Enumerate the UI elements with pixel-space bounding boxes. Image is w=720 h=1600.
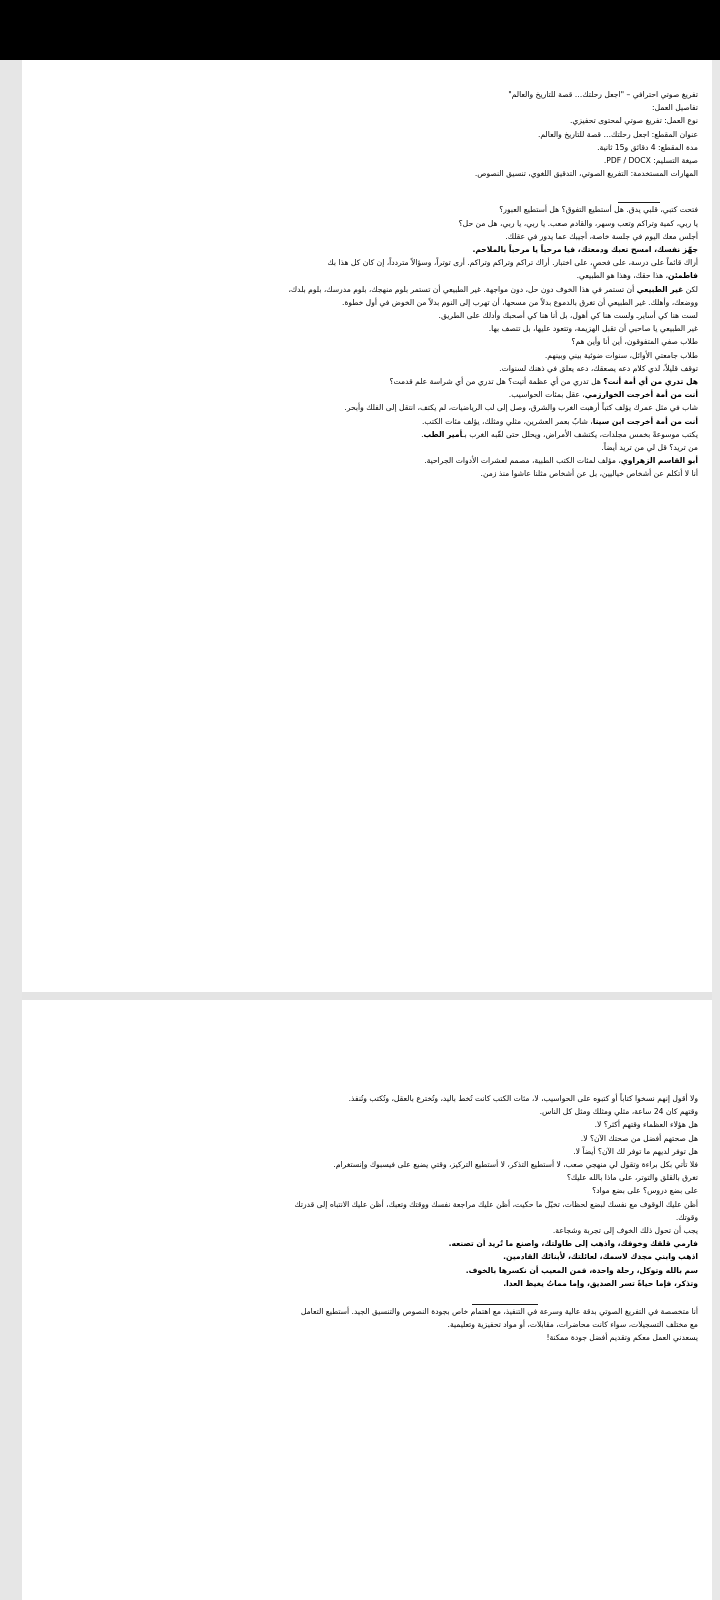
detail-skills: المهارات المستخدمة: التفريغ الصوتي، التدقيق اللغوي، تنسيق النصوص. [474, 169, 698, 179]
detail-delivery-format: صيغة التسليم: PDF / DOCX. [603, 156, 698, 166]
p2-body-line-5b: وقوتك. [675, 1212, 698, 1222]
closing-line-3: يسعدني العمل معكم وتقديم أفضل جودة ممكنة! [546, 1333, 698, 1343]
status-bar [0, 0, 720, 60]
body-line-12b: أنا لا أتكلم عن أشخاص خياليين، بل عن أشخاص مثلنا عاشوا منذ زمن. [480, 469, 698, 479]
right-gutter[interactable] [712, 60, 720, 1600]
body-line-10a: أنت من أمة أخرجت ابن سينا، شابٌ بعمر العشرين، مثلي ومثلك، يؤلف مئات الكتب. [421, 416, 698, 426]
body-line-6c: طلاب جامعتي الأوائل، سنوات ضوئية بيني وبينهم. [544, 350, 698, 360]
p2-body-line-3b: تغرق بالقلق والتوتر، على ماذا بالله عليك؟ [566, 1173, 698, 1183]
body-line-11: من تريد؟ قل لي من تريد أيضاً. [601, 443, 698, 453]
body-line-2b: جهّز نفسك، امسح تعبك ودمعتك، فيا مرحباً يا مرحباً بالملاحم. [472, 245, 698, 255]
p2-body-line-8: سم بالله وتوكل، رحلة واحدة، فمن المعيب أن نكسرها بالخوف. [465, 1265, 698, 1275]
p2-body-line-7a: فارمي قلقك وخوفك، واذهب إلى طاولتك، واصنع ما تُريد أن تصنعه. [448, 1239, 698, 1249]
p2-body-line-1: ولا أقول إنهم نسخوا كتاباً أو كتبوه على الحواسيب، لا، مئات الكتب كانت تُخط باليد، وتُخترع بالعقل، وتُكتب وتُنفذ. [348, 1094, 698, 1103]
body-line-6a: غير الطبيعي يا صاحبي أن تقبل الهزيمة، وتتعود عليها، بل تتصف بها. [488, 324, 698, 334]
document-page-1 [22, 60, 712, 992]
body-line-2a: أجلس معك اليوم في جلسة خاصة، أجيبك عما يدور في عقلك. [505, 231, 698, 241]
body-line-6b: طلاب صفي المتفوقون، أين أنا وأين هم؟ [571, 337, 698, 347]
body-line-9b: شاب في مثل عمرك يؤلف كتباً أرهبت الغرب والشرق، وصل إلى لب الرياضيات، لم يكتف، انتقل إلى الفلك وأبحر. [344, 403, 698, 413]
body-line-3a: أراك قائماً على درسة، على فحصٍ، على اختبار. أراك تراكم وتراكم وتراكم. أرى توتراً، وسؤالاً متردداً، إن كان كل هذا بك [327, 258, 698, 268]
left-gutter [0, 60, 22, 1600]
work-details-heading: تفاصيل العمل: [652, 103, 698, 113]
body-line-9a: أنت من أمة أخرجت الخوارزمي، عقل بمئات الحواسيب. [508, 390, 698, 400]
body-line-4b: ووضعك، وأهلك. غير الطبيعي أن تغرق بالدموع بدلاً من مسحها، أن تهرب إلى النوم بدلاً من الخوض في أول خطوة. [342, 297, 698, 307]
body-line-1a: فتحت كتبي، قلبي يدق. هل أستطيع التفوق؟ هل أستطيع العبور؟ [499, 205, 698, 215]
detail-duration: مدة المقطع: 4 دقائق و15 ثانية. [597, 142, 698, 152]
p2-body-line-2c: هل صحتهم أفضل من صحتك الآن؟ لا. [580, 1133, 698, 1143]
detail-clip-title: عنوان المقطع: اجعل رحلتك… قصة للتاريخ والعالم. [537, 129, 698, 139]
p2-body-line-5a: أظن عليك الوقوف مع نفسك لبضع لحظات، تخيّل ما حكيت، أظن عليك مراجعة نفسك ووقتك وتعبك، أظن عليك الانتباه إلى قدرتك [294, 1199, 698, 1209]
document-page-2 [22, 1000, 712, 1600]
body-line-10b: يكتب موسوعةً بخمس مجلدات، يكتشف الأمراض، ويحلل حتى لقّبه الغرب بـأمير الطب. [421, 429, 698, 439]
p2-body-line-4: على بضع دروس؟ على بضع مواد؟ [592, 1186, 698, 1196]
p2-body-line-6: يجب أن تحول ذلك الخوف إلى تجربة وشجاعة. [552, 1226, 698, 1236]
body-line-5: لست هنا كي أسايرـ ولست هنا كي أهول، بل أنا هنا كي أصحبك وأدلك على الطريق. [438, 311, 698, 321]
body-line-1b: يا ربي، كمية وتراكم وتعب وسهر، والقادم صعب. يا ربي، يا ربي، هل من حل؟ [458, 218, 698, 228]
body-line-8: هل تدري من أي أمة أنت؟ هل تدري من أي عظمة أتيت؟ هل تدري من أي شراسة علم قدمت؟ [389, 377, 698, 387]
page-break-divider [0, 992, 720, 1000]
body-line-3b: فاطمئن، هذا حقك، وهذا هو الطبيعي. [576, 271, 698, 281]
body-line-7: توقف قليلاً، لدي كلام دعه يصعقك، دعه يعلق في ذهنك لسنوات. [499, 363, 698, 373]
detail-work-type: نوع العمل: تفريغ صوتي لمحتوى تحفيزي. [570, 116, 698, 126]
p2-body-line-9: وتذكر، فإما حياةً تسر الصديق، وإما مماتُ يغيظ العدا. [503, 1278, 698, 1288]
document-viewer[interactable] [0, 60, 720, 1600]
body-line-4a: لكن غير الطبيعي أن تستمر في هذا الخوف دون حل، دون مواجهة. غير الطبيعي أن تستمر بلوم منهجك، بلوم مدرسك، بلوم بلدك، [288, 284, 698, 294]
p2-body-line-3a: فلا تأتي بكل براءة وتقول لي منهجي صعب، لا أستطيع التذكر، لا أستطيع التركيز، وقتي يضيع على فيسبوك وإنستغرام. [333, 1160, 698, 1170]
body-line-12a: أبو القاسم الزهراوي، مؤلف لمئات الكتب الطبية، مصمم لعشرات الأدوات الجراحية. [424, 456, 698, 466]
closing-line-2: مع مختلف التسجيلات، سواء كانت محاضرات، مقابلات، أو مواد تحفيزية وتعليمية. [447, 1320, 698, 1330]
p2-body-line-2b: هل هؤلاء العظماء وقتهم أكثر؟ لا. [594, 1120, 698, 1130]
p2-body-line-2a: وقتهم كان 24 ساعة، مثلي ومثلك ومثل كل الناس. [539, 1107, 698, 1117]
closing-line-1: أنا متخصصة في التفريغ الصوتي بدقة عالية وسرعة في التنفيذ، مع اهتمام خاص بجودة النصوص والتنسيق الجيد. أستطيع التعامل [300, 1307, 698, 1317]
p2-body-line-7b: اذهب وابني مجدك لاسمك، لعائلتك، لأبنائك القادمين. [503, 1252, 698, 1262]
p2-body-line-2d: هل توفر لديهم ما توفر لك الآن؟ أيضاً لا. [573, 1146, 698, 1156]
page-title: تفريغ صوتي احترافي – "اجعل رحلتك… قصة للتاريخ والعالم" [508, 90, 698, 99]
